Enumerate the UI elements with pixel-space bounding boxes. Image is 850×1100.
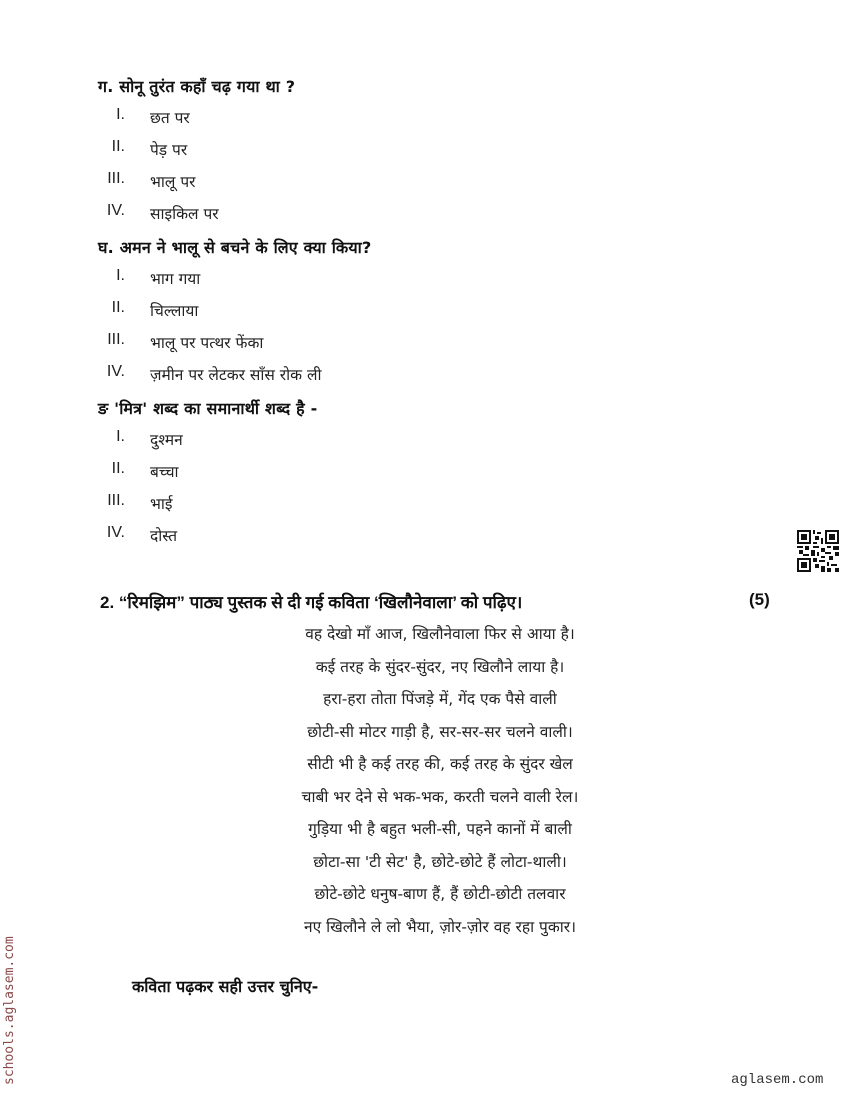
option-ga-2: [0, 138, 500, 162]
option-text: दुश्मन: [150, 431, 183, 449]
option-ga-4: [0, 202, 500, 226]
option-number: IV.: [106, 363, 125, 380]
option-ga-1: [0, 106, 500, 130]
option-gha-3: [0, 331, 500, 355]
option-text: भाग गया: [150, 270, 201, 288]
poem-line: छोटी-सी मोटर गाड़ी है, सर-सर-सर चलने वाली।: [307, 722, 573, 741]
option-gha-1: [0, 267, 500, 291]
poem-line: छोटा-सा 'टी सेट' है, छोटे-छोटे हैं लोटा-थाली।: [313, 852, 567, 871]
option-number: II.: [111, 460, 125, 477]
option-text: भाई: [150, 495, 173, 513]
option-number: III.: [107, 492, 125, 509]
option-nga-2: [0, 460, 500, 484]
poem-line: हरा-हरा तोता पिंजड़े में, गेंद एक पैसे वाली: [323, 690, 557, 708]
option-number: III.: [107, 331, 125, 348]
poem-line: कई तरह के सुंदर-सुंदर, नए खिलौने लाया है।: [315, 657, 565, 676]
marks-label: (5): [749, 590, 770, 609]
option-text: बच्चा: [150, 463, 179, 481]
option-nga-1: [0, 428, 500, 452]
option-number: II.: [111, 138, 125, 155]
poem-block: [240, 618, 640, 943]
option-nga-3: [0, 492, 500, 516]
option-text: पेड़ पर: [150, 141, 188, 159]
instruction-text: कविता पढ़कर सही उत्तर चुनिए-: [132, 977, 319, 996]
option-number: IV.: [106, 524, 125, 541]
question-ga: ग. सोनू तुरंत कहाँ चढ़ गया था ?: [98, 77, 296, 96]
option-number: I.: [116, 428, 125, 445]
poem-line: नए खिलौने ले लो भैया, ज़ोर-ज़ोर वह रहा पुकार।: [304, 917, 576, 936]
footer-watermark: aglasem.com: [731, 1072, 824, 1088]
poem-line: चाबी भर देने से भक-भक, करती चलने वाली रेल।: [301, 787, 579, 806]
option-number: III.: [107, 170, 125, 187]
option-number: IV.: [106, 202, 125, 219]
option-number: II.: [111, 299, 125, 316]
poem-line: गुड़िया भी है बहुत भली-सी, पहने कानों में बाली: [308, 820, 572, 838]
option-ga-3: [0, 170, 500, 194]
side-watermark: schools.aglasem.com: [2, 936, 17, 1085]
option-gha-2: [0, 299, 500, 323]
qr-code-icon: [797, 530, 839, 572]
option-nga-4: [0, 524, 500, 548]
option-text: भालू पर पत्थर फेंका: [150, 334, 264, 352]
poem-line: वह देखो माँ आज, खिलौनेवाला फिर से आया है।: [305, 625, 575, 643]
option-text: चिल्लाया: [150, 302, 199, 320]
option-text: ज़मीन पर लेटकर साँस रोक ली: [150, 366, 322, 384]
option-text: साइकिल पर: [150, 205, 219, 223]
option-text: भालू पर: [150, 173, 196, 191]
option-text: दोस्त: [150, 527, 178, 545]
option-number: I.: [116, 106, 125, 123]
poem-line: छोटे-छोटे धनुष-बाण हैं, हैं छोटी-छोटी तलवार: [314, 885, 566, 903]
option-text: छत पर: [150, 109, 190, 127]
option-number: I.: [116, 267, 125, 284]
section-2-heading: 2. “रिमझिम” पाठ्य पुस्तक से दी गई कविता ‘खिलौनेवाला’ को पढ़िए।: [100, 593, 523, 612]
poem-line: सीटी भी है कई तरह की, कई तरह के सुंदर खेल: [307, 755, 573, 773]
question-nga: ङ 'मित्र' शब्द का समानार्थी शब्द है -: [98, 399, 318, 418]
option-gha-4: [0, 363, 500, 387]
question-gha: घ. अमन ने भालू से बचने के लिए क्या किया?: [98, 238, 372, 257]
